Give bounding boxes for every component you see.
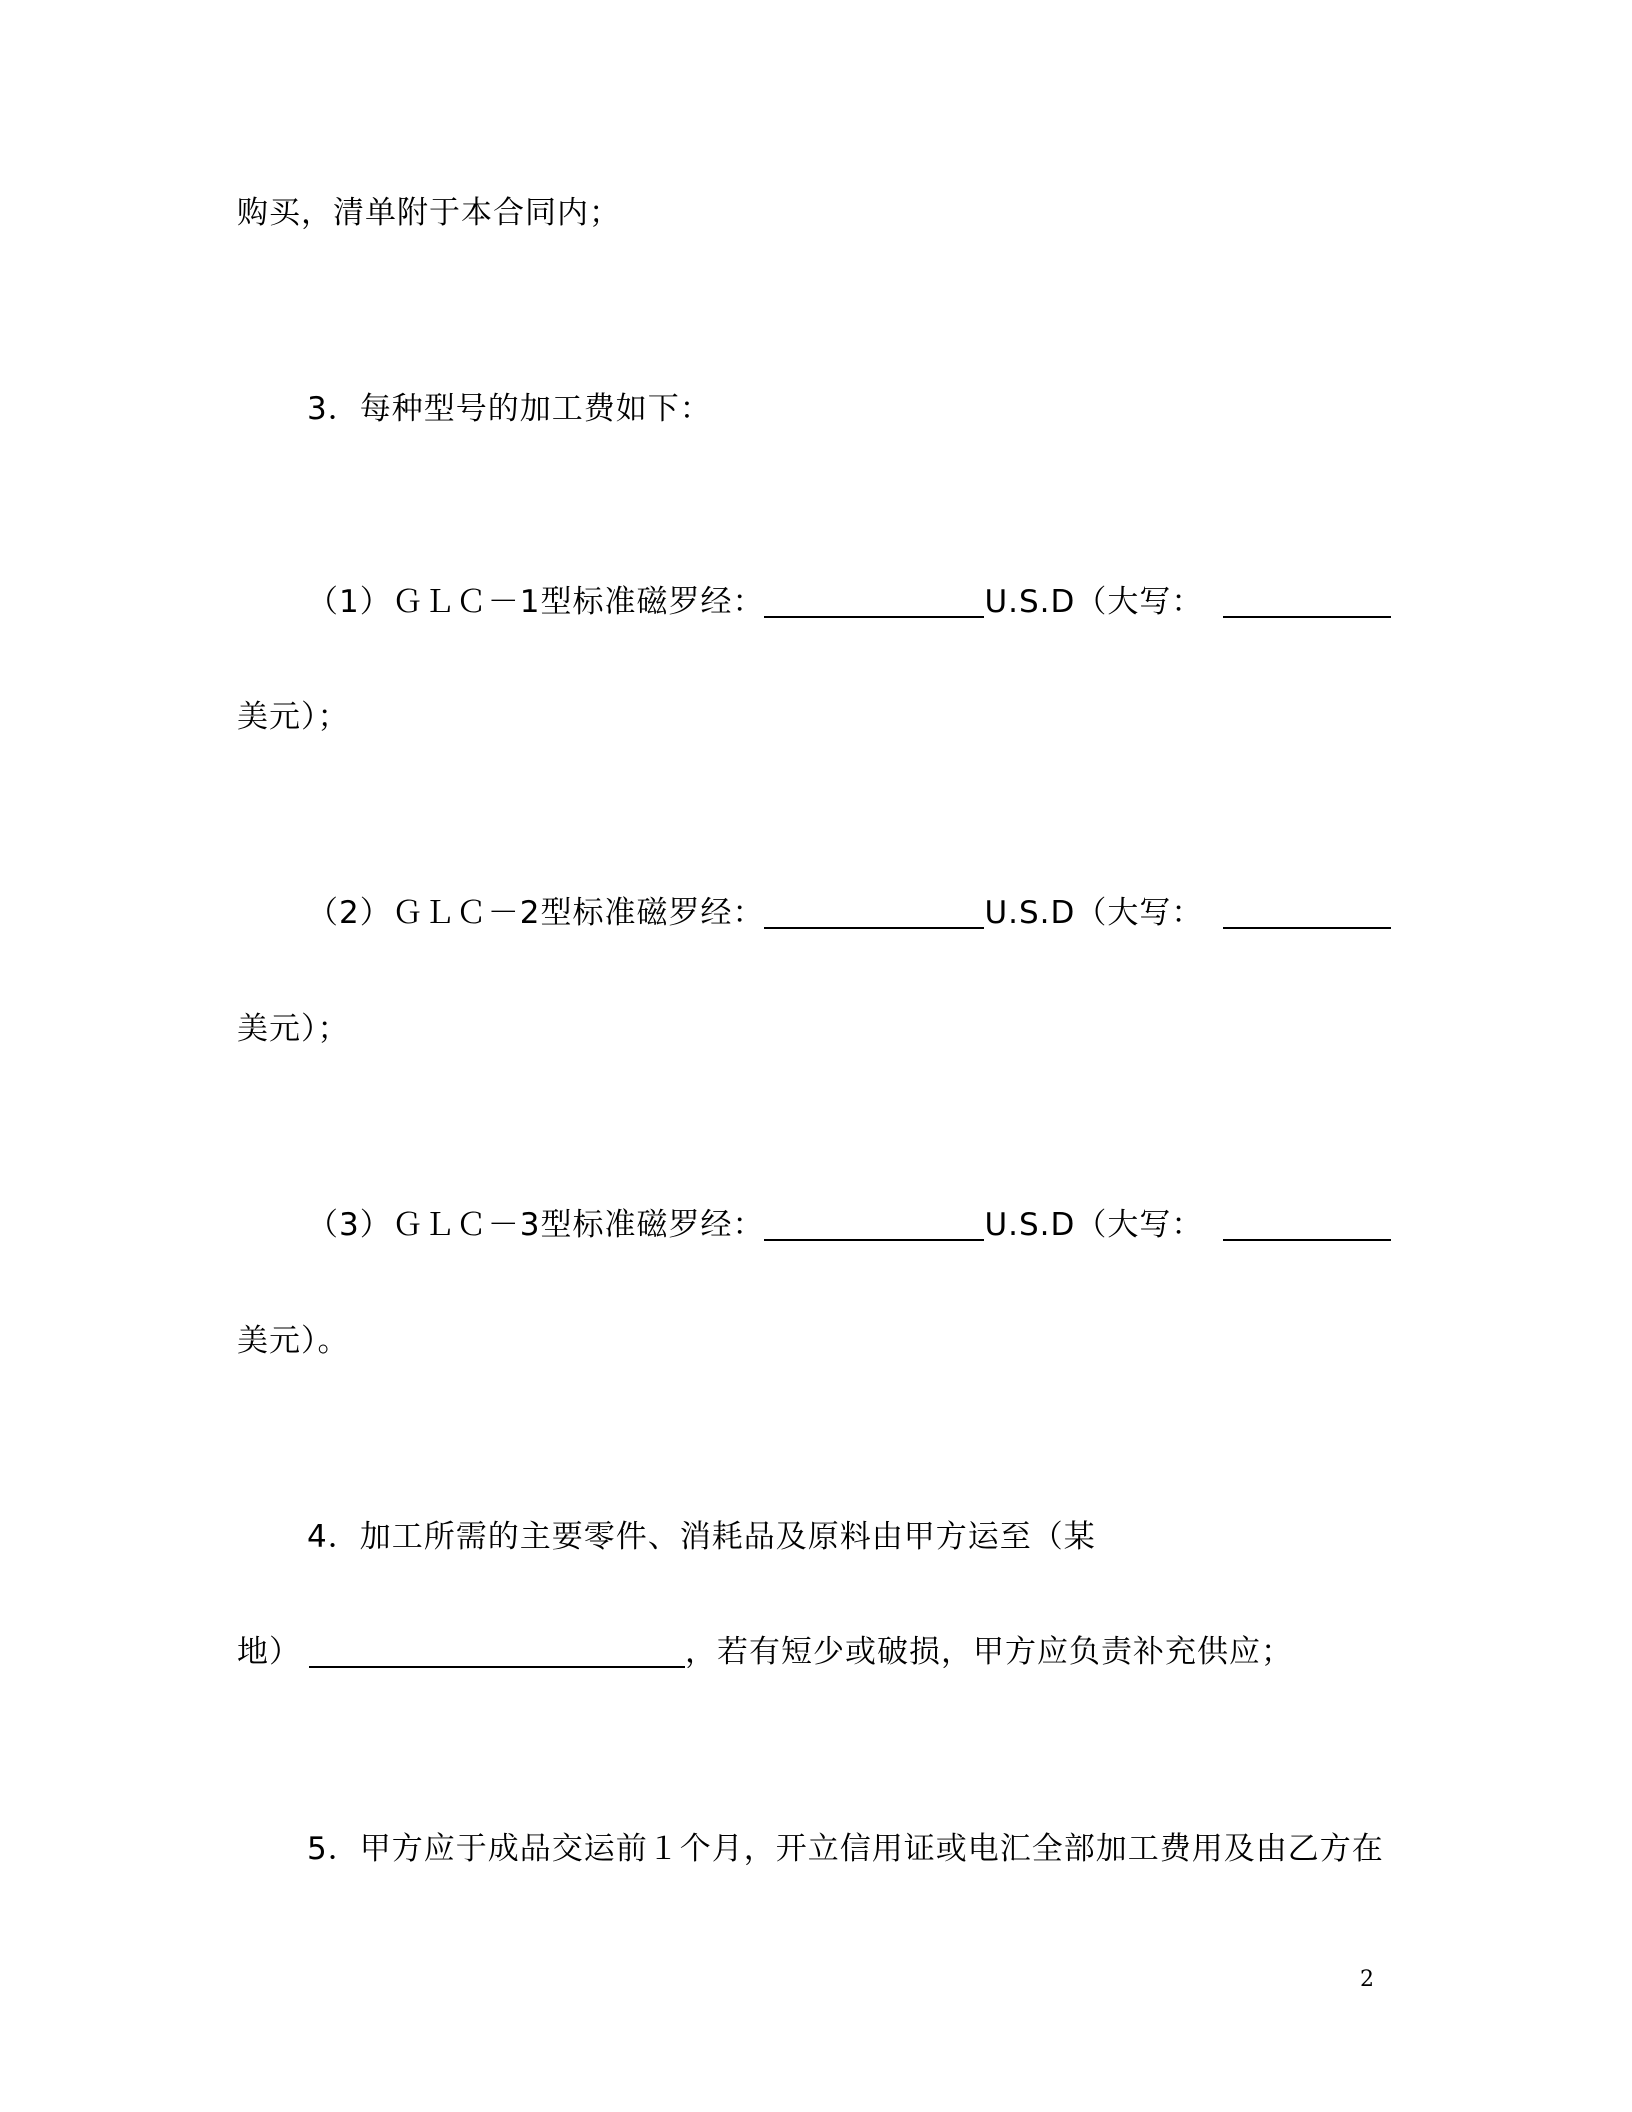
item-1-suffix: 美元）； — [237, 699, 350, 735]
text-line-clause-5: 5．甲方应于成品交运前１个月，开立信用证或电汇全部加工费用及由乙方在 — [307, 1831, 1384, 1867]
item-2-currency: U.S.D（大写： — [984, 895, 1204, 931]
page-number: 2 — [1360, 1967, 1374, 1992]
item-2-label: （2）ＧＬＣ－2型标准磁罗经： — [307, 895, 765, 931]
clause-4-place-blank — [309, 1632, 685, 1668]
clause-4-rest: ，若有短少或破损，甲方应负责补充供应； — [685, 1634, 1293, 1670]
item-1-price-blank — [764, 582, 984, 618]
text-line-clause-4: 4．加工所需的主要零件、消耗品及原料由甲方运至（某 — [307, 1519, 1096, 1555]
item-3-suffix: 美元）。 — [237, 1323, 350, 1359]
item-3-uppercase-blank — [1223, 1205, 1391, 1241]
clause-4-place-label: 地） — [237, 1634, 301, 1670]
item-1-line — [307, 582, 1391, 622]
item-3-price-blank — [764, 1205, 984, 1241]
text-line-purchase-list: 购买，清单附于本合同内； — [237, 195, 621, 231]
text-line-clause-4-cont — [237, 1632, 1293, 1672]
item-1-label: （1）ＧＬＣ－1型标准磁罗经： — [307, 584, 765, 620]
item-2-uppercase-blank — [1223, 893, 1391, 929]
item-3-label: （3）ＧＬＣ－3型标准磁罗经： — [307, 1207, 765, 1243]
item-3-currency: U.S.D（大写： — [984, 1207, 1204, 1243]
text-line-clause-3: 3．每种型号的加工费如下： — [307, 391, 712, 427]
item-2-line — [307, 893, 1391, 933]
item-1-uppercase-blank — [1223, 582, 1391, 618]
item-1-currency: U.S.D（大写： — [984, 584, 1204, 620]
item-2-suffix: 美元）； — [237, 1011, 350, 1047]
item-2-price-blank — [764, 893, 984, 929]
item-3-line — [307, 1205, 1391, 1245]
